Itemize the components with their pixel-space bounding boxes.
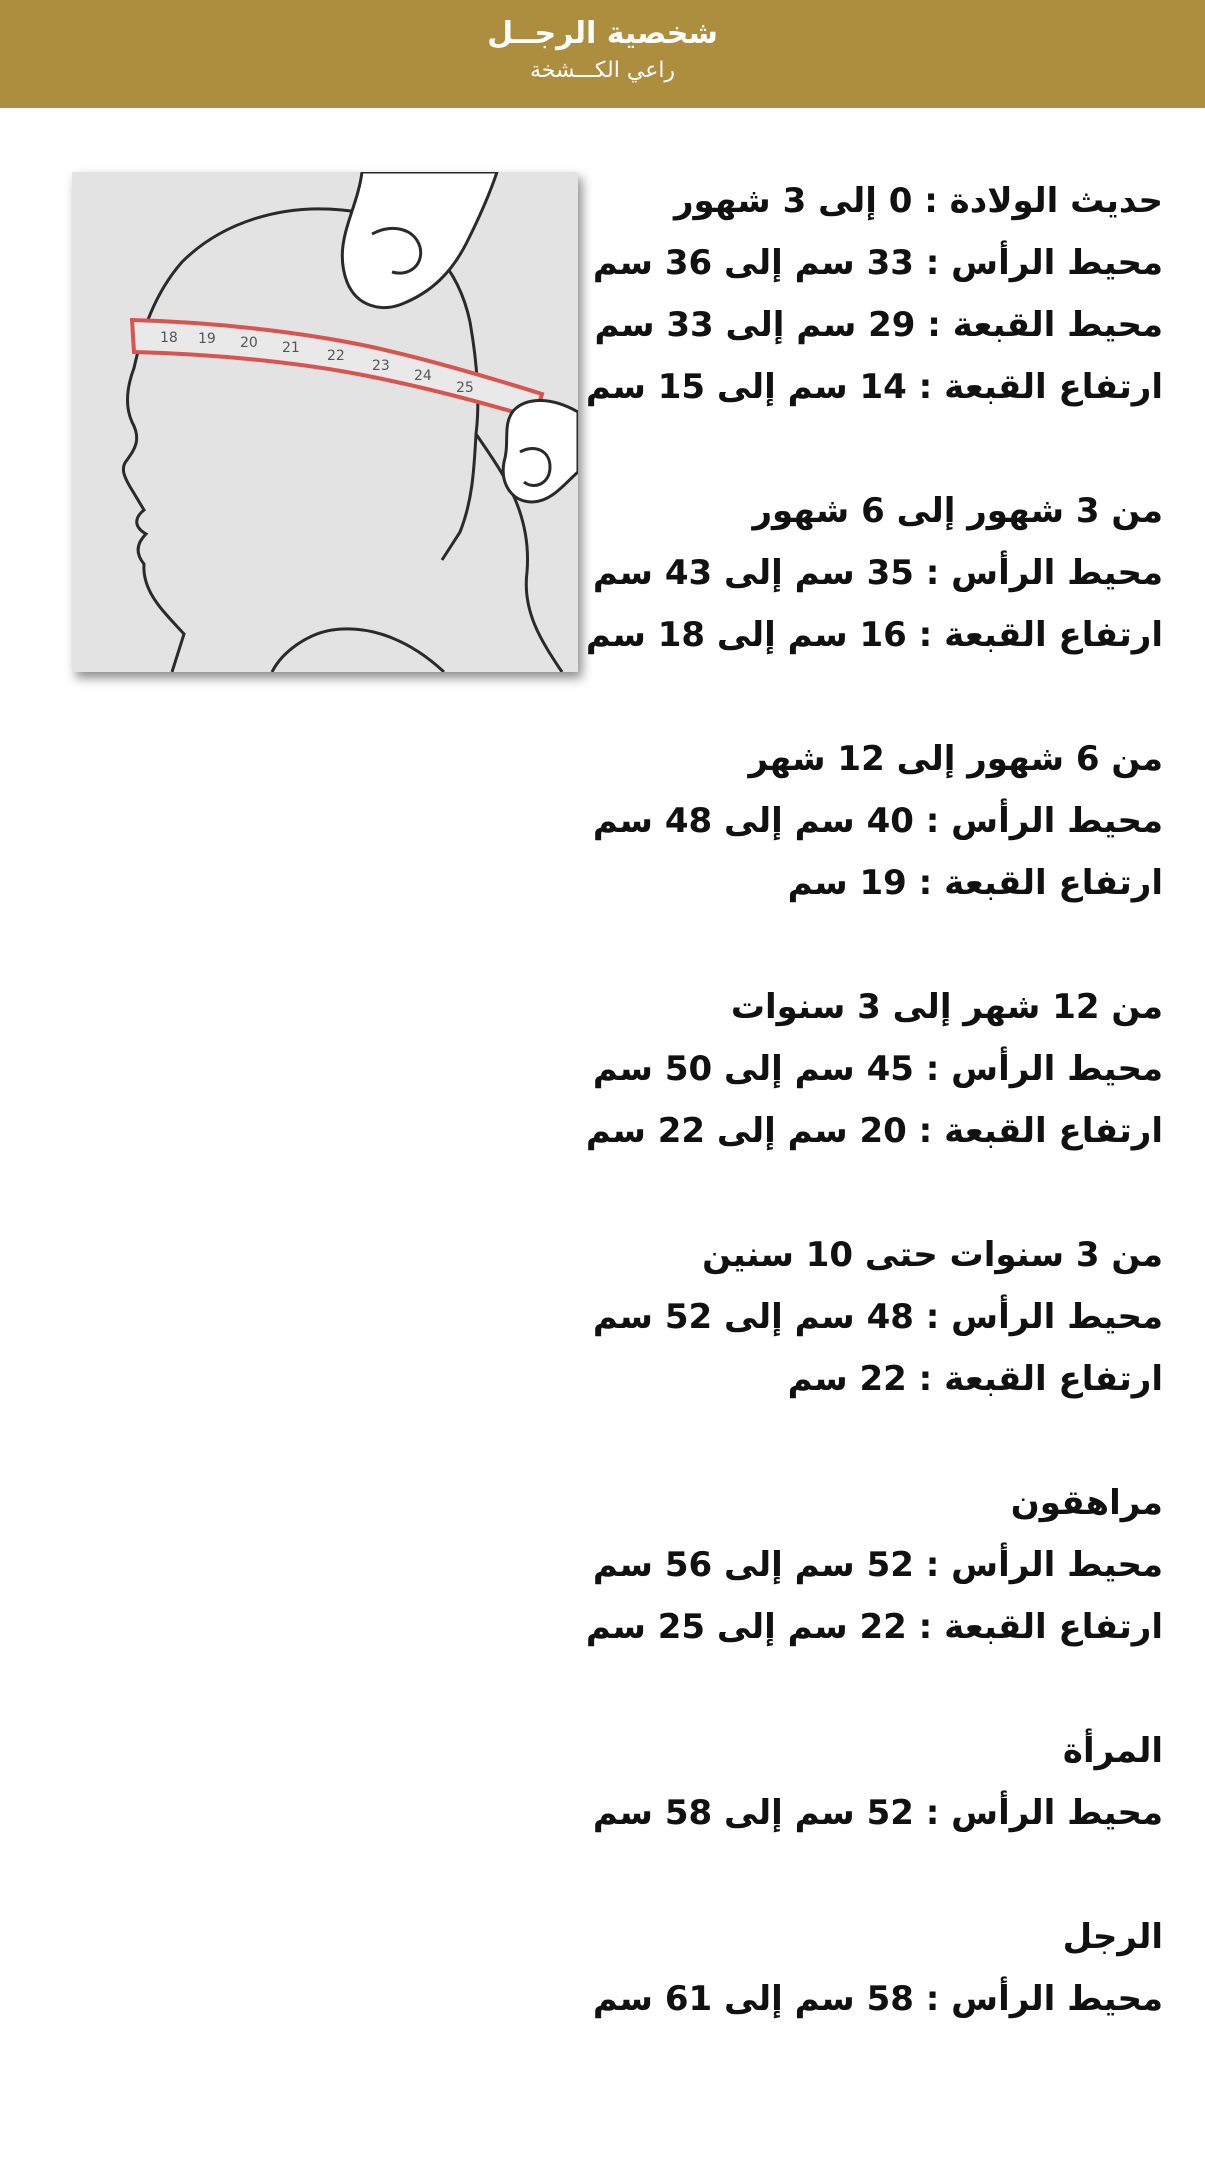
head-circumference: محيط الرأس : 52 سم إلى 58 سم <box>592 1793 1163 1833</box>
tape-number: 25 <box>456 380 474 396</box>
brand-title <box>0 14 1205 54</box>
size-group-6-12-months <box>563 728 1163 914</box>
tape-number: 23 <box>372 358 390 374</box>
head-circumference: محيط الرأس : 52 سم إلى 56 سم <box>592 1545 1163 1585</box>
size-group-teenagers <box>563 1472 1163 1658</box>
size-group-woman <box>563 1720 1163 1844</box>
head-measurement-illustration <box>72 172 578 672</box>
brand-header <box>0 0 1205 108</box>
group-title: من 6 شهور إلى 12 شهر <box>748 739 1163 779</box>
group-title: من 3 سنوات حتى 10 سنين <box>702 1235 1163 1275</box>
spacer <box>563 1162 1163 1224</box>
spacer <box>563 418 1163 480</box>
group-title: حديث الولادة : 0 إلى 3 شهور <box>673 181 1163 221</box>
tape-number: 22 <box>327 348 345 364</box>
tape-number: 18 <box>160 330 178 346</box>
size-group-newborn <box>563 170 1163 418</box>
group-title: مراهقون <box>1010 1483 1163 1523</box>
size-group-3-10-years <box>563 1224 1163 1410</box>
hat-height: ارتفاع القبعة : 22 سم <box>787 1359 1163 1399</box>
hat-circumference: محيط القبعة : 29 سم إلى 33 سم <box>594 305 1163 345</box>
brand-subtitle: راعي الكـــشخة <box>529 58 676 83</box>
spacer <box>563 1410 1163 1472</box>
head-circumference: محيط الرأس : 40 سم إلى 48 سم <box>592 801 1163 841</box>
group-title: الرجل <box>1062 1917 1163 1957</box>
illustration-background <box>72 172 578 672</box>
group-title: المرأة <box>1062 1731 1163 1771</box>
hat-height: ارتفاع القبعة : 19 سم <box>787 863 1163 903</box>
brand-title-text: شخصية الرجــل <box>487 16 718 51</box>
head-circumference: محيط الرأس : 58 سم إلى 61 سم <box>592 1979 1163 2019</box>
hat-height: ارتفاع القبعة : 14 سم إلى 15 سم <box>585 367 1163 407</box>
brand-logo <box>0 14 1205 86</box>
size-group-man <box>563 1906 1163 2030</box>
tape-number: 19 <box>198 331 216 347</box>
spacer <box>563 1658 1163 1720</box>
head-circumference: محيط الرأس : 33 سم إلى 36 سم <box>592 243 1163 283</box>
group-title: من 12 شهر إلى 3 سنوات <box>730 987 1163 1027</box>
spacer <box>563 1844 1163 1906</box>
head-circumference: محيط الرأس : 45 سم إلى 50 سم <box>592 1049 1163 1089</box>
hat-height: ارتفاع القبعة : 22 سم إلى 25 سم <box>585 1607 1163 1647</box>
tape-number: 24 <box>414 368 432 384</box>
size-chart <box>563 170 1163 2030</box>
head-circumference: محيط الرأس : 35 سم إلى 43 سم <box>592 553 1163 593</box>
spacer <box>563 914 1163 976</box>
head-circumference: محيط الرأس : 48 سم إلى 52 سم <box>592 1297 1163 1337</box>
tape-number: 20 <box>240 335 258 351</box>
size-group-3-6-months <box>563 480 1163 666</box>
hat-height: ارتفاع القبعة : 20 سم إلى 22 سم <box>585 1111 1163 1151</box>
spacer <box>563 666 1163 728</box>
tape-number: 21 <box>282 340 300 356</box>
hat-height: ارتفاع القبعة : 16 سم إلى 18 سم <box>585 615 1163 655</box>
size-group-12-months-3-years <box>563 976 1163 1162</box>
group-title: من 3 شهور إلى 6 شهور <box>752 491 1163 531</box>
head-measuring-tape-illustration <box>72 172 578 672</box>
